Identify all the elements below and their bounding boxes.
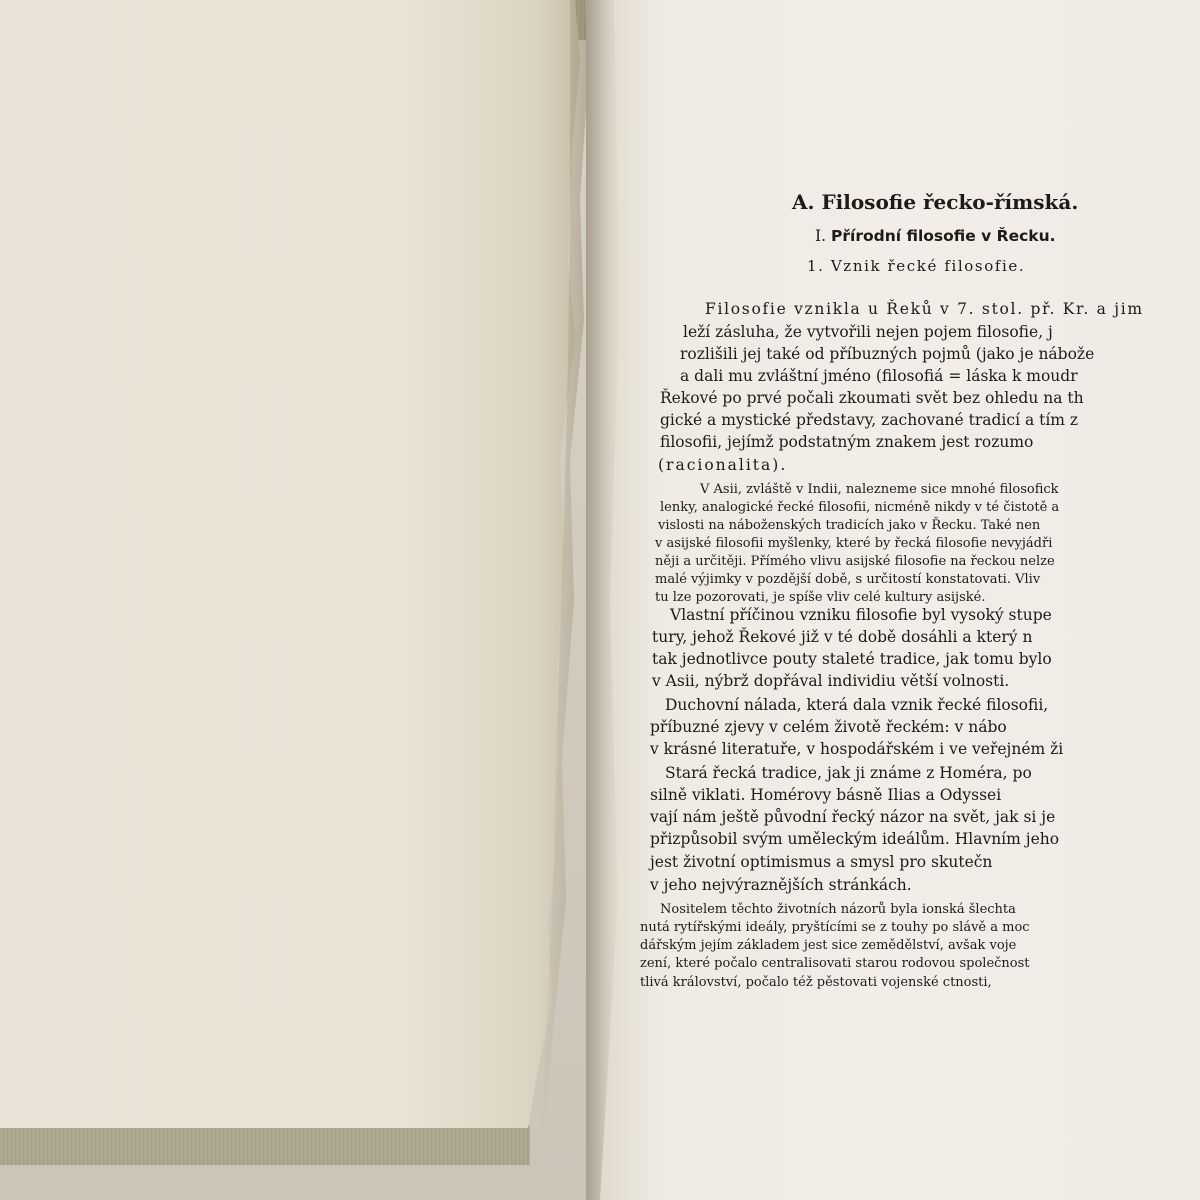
text-line: Nositelem těchto životních názorů byla ionská šlechta [660,902,1016,917]
section-heading: 1. Vznik řecké filosofie. [807,257,1026,275]
text-line: Filosofie vznikla u Řeků v 7. stol. př. Kr. a jim [705,300,1144,318]
text-line: něji a určitěji. Přímého vlivu asijské filosofie na řeckou nelze [655,554,1055,569]
text-line: filosofii, jejímž podstatným znakem jest rozumo [660,433,1034,451]
text-line: v asijské filosofii myšlenky, které by řecká filosofie nevyjádři [655,536,1053,551]
text-line: vají nám ještě původní řecký názor na svět, jak si je [650,808,1056,826]
text-line: gické a mystické představy, zachované tradicí a tím z [660,411,1079,429]
text-line: tury, jehož Řekové již v té době dosáhli a který n [652,628,1033,646]
text-line: (racionalita). [658,456,788,474]
book-cover-bottom-edge [0,1125,530,1165]
chapter-number: I. [815,227,827,245]
text-line: tak jednotlivce pouty staleté tradice, jak tomu bylo [652,650,1052,668]
text-line: vislosti na náboženských tradicích jako v Řecku. Také nen [658,518,1041,533]
text-line: Stará řecká tradice, jak ji známe z Homéra, po [665,764,1032,782]
text-line: Vlastní příčinou vzniku filosofie byl vysoký stupe [670,606,1052,624]
left-blank-page [0,0,580,1128]
text-line: leží zásluha, že vytvořili nejen pojem filosofie, j [683,323,1053,341]
text-line: v jeho nejvýraznějších stránkách. [650,876,912,894]
part-heading: A. Filosofie řecko-římská. [792,190,1079,214]
chapter-heading [815,227,1056,245]
text-line: tu lze pozorovati, je spíše vliv celé kultury asijské. [655,590,986,605]
text-line: jest životní optimismus a smysl pro skutečn [650,853,993,871]
text-line: zení, které počalo centralisovati starou rodovou společnost [640,956,1030,971]
text-line: lenky, analogické řecké filosofii, nicméně nikdy v té čistotě a [660,500,1060,515]
text-line: nutá rytířskými ideály, pryštícími se z touhy po slávě a moc [640,920,1030,935]
text-line: rozlišili jej také od příbuzných pojmů (jako je nábože [680,345,1095,363]
text-line: a dali mu zvláštní jméno (filosofiá = láska k moudr [680,367,1078,385]
text-line: V Asii, zvláště v Indii, nalezneme sice mnohé filosofick [700,482,1059,497]
text-line: v Asii, nýbrž dopřával individiu větší volnosti. [652,672,1010,690]
chapter-title: Přírodní filosofie v Řecku. [831,227,1056,245]
text-line: dářským jejím základem jest sice zemědělství, avšak voje [640,938,1017,953]
text-line: silně viklati. Homérovy básně Ilias a Odyssei [650,786,1002,804]
text-line: v krásné literatuře, v hospodářském i ve veřejném ži [650,740,1064,758]
text-line: přizpůsobil svým uměleckým ideálům. Hlavním jeho [650,830,1060,848]
text-line: malé výjimky v pozdější době, s určitostí konstatovati. Vliv [655,572,1041,587]
text-line: příbuzné zjevy v celém životě řeckém: v nábo [650,718,1007,736]
text-line: tlivá království, počalo též pěstovati vojenské ctnosti, [640,975,992,990]
text-line: Řekové po prvé počali zkoumati svět bez ohledu na th [660,389,1084,407]
text-line: Duchovní nálada, která dala vznik řecké filosofii, [665,696,1049,714]
